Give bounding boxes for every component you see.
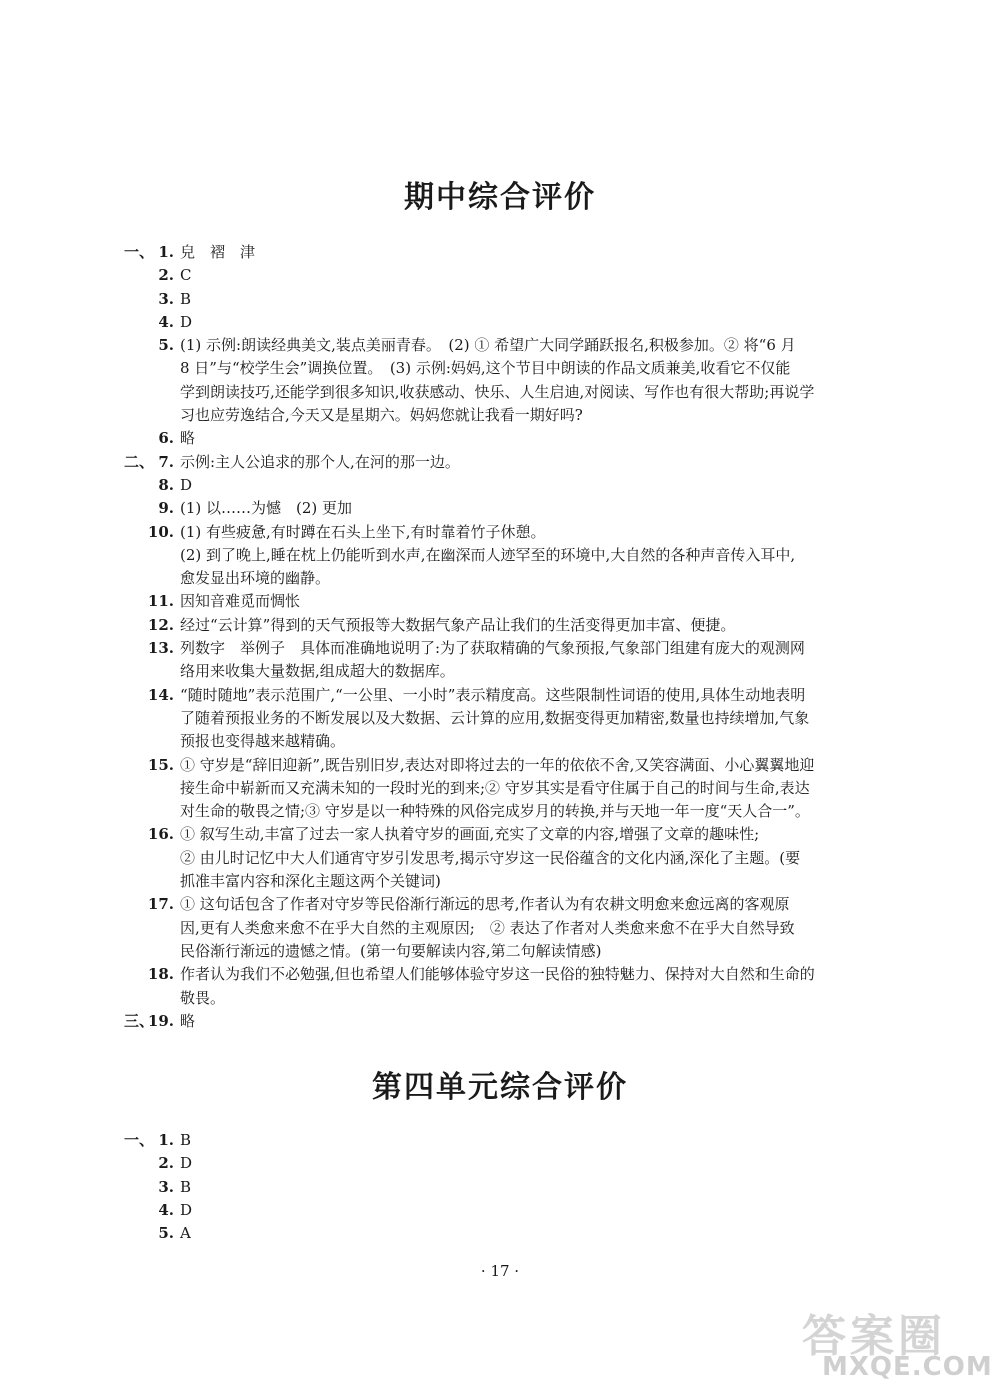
answer-item xyxy=(0,1199,1000,1222)
answer-text xyxy=(180,521,876,591)
answer-line: ① 叙写生动,丰富了过去一家人执着守岁的画面,充实了文章的内容,增强了文章的趣味性; xyxy=(180,825,760,844)
answer-line: ② 由儿时记忆中大人们通宵守岁引发思考,揭示守岁这一民俗蕴含的文化内涵,深化了主题。(要 xyxy=(180,848,801,867)
answer-text xyxy=(180,684,876,754)
question-number: 2. xyxy=(158,1154,174,1173)
answer-line: “随时随地”表示范围广,“一公里、一小时”表示精度高。这些限制性词语的使用,具体生动地表明 xyxy=(180,685,806,704)
answer-line: 络用来收集大量数据,组成超大的数据库。 xyxy=(180,662,455,681)
answer-item xyxy=(0,1176,1000,1199)
answer-item xyxy=(0,590,1000,613)
answer-line: 列数字 举例子 具体而准确地说明了:为了获取精确的气象预报,气象部门组建有庞大的观测网 xyxy=(180,639,805,658)
question-number: 14. xyxy=(147,685,174,704)
question-number: 6. xyxy=(158,429,174,448)
answer-text xyxy=(180,241,876,264)
answer-line: 8 日”与“校学生会”调换位置。 (3) 示例:妈妈,这个节目中朗读的作品文质兼美,收看它不仅能 xyxy=(180,359,791,378)
question-number: 12. xyxy=(147,615,174,634)
question-number: 1. xyxy=(158,243,174,261)
question-number: 19. xyxy=(147,1011,174,1030)
answer-item xyxy=(0,1152,1000,1175)
answer-text xyxy=(180,1152,876,1175)
question-number: 18. xyxy=(147,965,174,984)
question-number: 4. xyxy=(158,312,174,331)
question-number: 9. xyxy=(158,499,174,518)
question-number: 17. xyxy=(147,895,174,914)
question-number: 5. xyxy=(158,1224,174,1243)
answer-line: 接生命中崭新而又充满未知的一段时光的到来;② 守岁其实是看守住属于自己的时间与生命,表达 xyxy=(180,778,810,797)
answer-item xyxy=(0,474,1000,497)
answer-item xyxy=(0,823,1000,893)
answer-text xyxy=(180,754,876,824)
question-number: 16. xyxy=(147,825,174,844)
question-number: 13. xyxy=(147,639,174,658)
watermark-logo xyxy=(792,1300,992,1386)
answer-line: 略 xyxy=(180,429,196,448)
answer-line: 预报也变得越来越精确。 xyxy=(180,732,346,751)
answer-list-unit4 xyxy=(0,1129,1000,1245)
answer-text xyxy=(180,474,876,497)
section-title-midterm: 期中综合评价 xyxy=(404,180,596,215)
answer-line: 因,更有人类愈来愈不在乎大自然的主观原因; ② 表达了作者对人类愈来愈不在乎大自然导致 xyxy=(180,918,795,937)
answer-item xyxy=(0,311,1000,334)
watermark-url: MXQE.COM xyxy=(822,1352,993,1382)
answer-text xyxy=(180,288,876,311)
answer-item xyxy=(0,963,1000,1010)
answer-line: (1) 有些疲惫,有时蹲在石头上坐下,有时靠着竹子休憩。 xyxy=(180,522,546,541)
answer-text xyxy=(180,614,876,637)
question-number: 11. xyxy=(147,592,174,611)
part-label: 一、 xyxy=(124,243,155,261)
answer-line: A xyxy=(180,1224,191,1243)
answer-line: 皃 褶 津 xyxy=(180,243,256,261)
answer-text xyxy=(180,264,876,287)
part-label: 三、 xyxy=(124,1011,155,1030)
answer-line: ① 守岁是“辞旧迎新”,既告别旧岁,表达对即将过去的一年的依依不舍,又笑容满面、小心翼翼地迎 xyxy=(180,755,815,774)
answer-item xyxy=(0,427,1000,450)
answer-text xyxy=(180,963,876,1010)
question-number: 8. xyxy=(158,475,174,494)
section-title-unit4: 第四单元综合评价 xyxy=(372,1070,628,1105)
answer-line: ① 这句话包含了作者对守岁等民俗渐行渐远的思考,作者认为有农耕文明愈来愈远离的客观原 xyxy=(180,895,790,914)
answer-line: 略 xyxy=(180,1011,196,1030)
answer-line: B xyxy=(180,289,192,308)
question-number: 1. xyxy=(158,1131,174,1149)
answer-item xyxy=(0,637,1000,684)
answer-item xyxy=(0,684,1000,754)
answer-line: D xyxy=(180,1154,193,1173)
answer-text xyxy=(180,311,876,334)
answer-line: 经过“云计算”得到的天气预报等大数据气象产品让我们的生活变得更加丰富、便捷。 xyxy=(180,615,736,634)
question-number: 4. xyxy=(158,1200,174,1219)
question-number: 2. xyxy=(158,266,174,285)
answer-line: 了随着预报业务的不断发展以及大数据、云计算的应用,数据变得更加精密,数量也持续增加,气象 xyxy=(180,708,810,727)
answer-text xyxy=(180,823,876,893)
answer-item xyxy=(0,264,1000,287)
answer-line: 因知音难觅而惆怅 xyxy=(180,592,301,611)
answer-item xyxy=(0,451,1000,474)
question-number: 15. xyxy=(147,755,174,774)
page-number: · 17 · xyxy=(480,1262,520,1280)
answer-item xyxy=(0,241,1000,264)
answer-text xyxy=(180,427,876,450)
answer-line: (1) 示例:朗读经典美文,装点美丽青春。 (2) ① 希望广大同学踊跃报名,积极参加。② 将“6 月 xyxy=(180,336,796,355)
answer-line: B xyxy=(180,1131,192,1149)
answer-item xyxy=(0,1222,1000,1245)
answer-line: B xyxy=(180,1177,192,1196)
answer-line: 抓准丰富内容和深化主题这两个关键词) xyxy=(180,872,441,891)
answer-item xyxy=(0,497,1000,520)
question-number: 10. xyxy=(147,522,174,541)
answer-text xyxy=(180,1010,876,1033)
part-label: 二、 xyxy=(124,452,155,471)
answer-line: D xyxy=(180,475,193,494)
answer-text xyxy=(180,1176,876,1199)
answer-line: 示例:主人公追求的那个人,在河的那一边。 xyxy=(180,452,460,471)
answer-line: D xyxy=(180,312,193,331)
part-label: 一、 xyxy=(124,1131,155,1149)
answer-line: 愈发显出环境的幽静。 xyxy=(180,569,331,588)
answer-text xyxy=(180,637,876,684)
answer-text xyxy=(180,893,876,963)
answer-text xyxy=(180,1129,876,1152)
answer-list-midterm xyxy=(0,241,1000,1033)
answer-line: (1) 以……为憾 (2) 更加 xyxy=(180,499,353,518)
answer-line: 民俗渐行渐远的遗憾之情。(第一句要解读内容,第二句解读情感) xyxy=(180,941,602,960)
answer-text xyxy=(180,334,876,427)
answer-item xyxy=(0,1129,1000,1152)
answer-text xyxy=(180,497,876,520)
answer-text xyxy=(180,451,876,474)
answer-item xyxy=(0,334,1000,427)
answer-item xyxy=(0,1010,1000,1033)
answer-item xyxy=(0,754,1000,824)
answer-line: 敬畏。 xyxy=(180,988,226,1007)
question-number: 7. xyxy=(158,452,174,471)
answer-item xyxy=(0,614,1000,637)
answer-line: 作者认为我们不必勉强,但也希望人们能够体验守岁这一民俗的独特魅力、保持对大自然和生命的 xyxy=(180,965,815,984)
question-number: 3. xyxy=(158,289,174,308)
answer-item xyxy=(0,521,1000,591)
answer-line: C xyxy=(180,266,192,285)
answer-item xyxy=(0,893,1000,963)
answer-text xyxy=(180,590,876,613)
answer-text xyxy=(180,1222,876,1245)
question-number: 5. xyxy=(158,336,174,355)
answer-line: D xyxy=(180,1200,193,1219)
answer-text xyxy=(180,1199,876,1222)
answer-line: 对生命的敬畏之情;③ 守岁是以一种特殊的风俗完成岁月的转换,并与天地一年一度“天人合一”。 xyxy=(180,802,810,821)
question-number: 3. xyxy=(158,1177,174,1196)
answer-line: 习也应劳逸结合,今天又是星期六。妈妈您就让我看一期好吗? xyxy=(180,406,583,425)
answer-item xyxy=(0,288,1000,311)
answer-line: 学到朗读技巧,还能学到很多知识,收获感动、快乐、人生启迪,对阅读、写作也有很大帮助;再说学 xyxy=(180,382,815,401)
answer-line: (2) 到了晚上,睡在枕上仍能听到水声,在幽深而人迹罕至的环境中,大自然的各种声音传入耳中, xyxy=(180,545,796,564)
watermark-text: 答案圈 xyxy=(802,1311,946,1362)
